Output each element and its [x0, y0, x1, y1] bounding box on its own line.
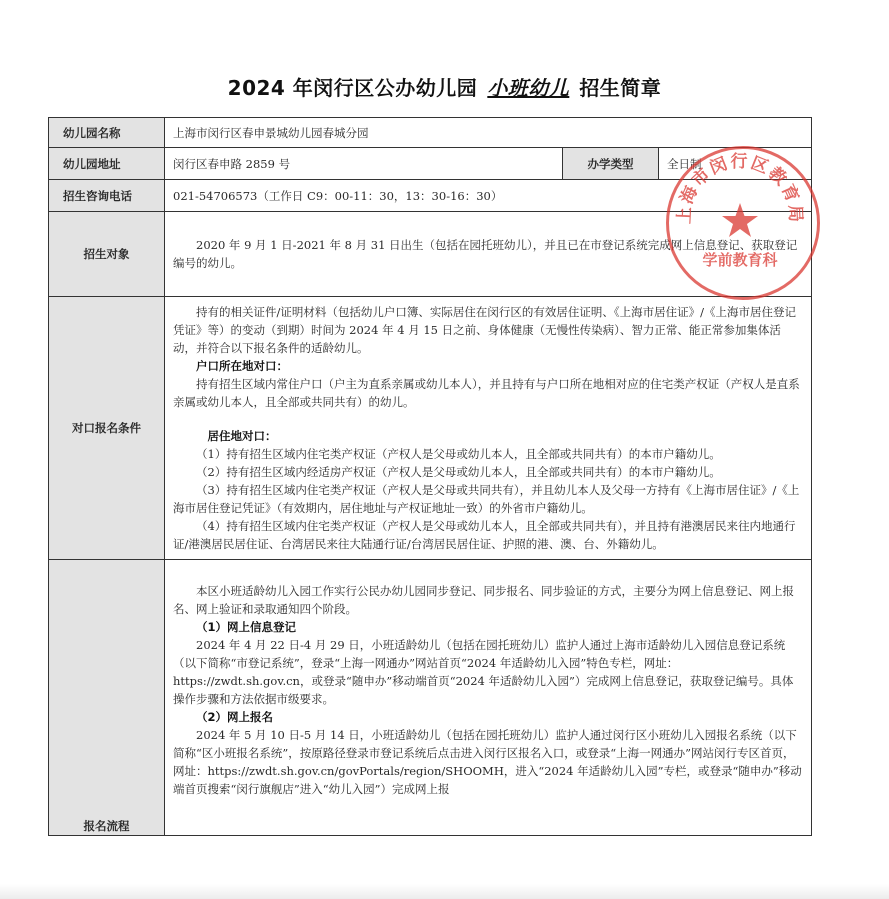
value-address: 闵行区春申路 2859 号 — [165, 148, 563, 180]
label-conditions: 对口报名条件 — [49, 297, 165, 560]
label-process: 报名流程 — [49, 560, 165, 836]
value-kindergarten-name: 上海市闵行区春申景城幼儿园春城分园 — [165, 118, 812, 148]
row-process — [49, 560, 812, 836]
label-target: 招生对象 — [49, 212, 165, 297]
condition-item-4: （4）持有招生区域内住宅类产权证（产权人是父母或幼儿本人，且全部或共同共有），并且持有港澳居民来往内地通行证/港澳居民居住证、台湾居民来往大陆通行证/台湾居民居住证、护照的港、澳、台、外籍幼儿。 — [173, 519, 796, 551]
value-process — [165, 560, 812, 836]
residence-title: 居住地对口： — [207, 429, 277, 443]
seal-inner-text: 学前教育科 — [702, 251, 778, 269]
enrollment-table — [48, 117, 812, 836]
target-text: 2020 年 9 月 1 日-2021 年 8 月 31 日出生（包括在园托班幼儿），并且已在市登记系统完成网上信息登记、获取登记编号的幼儿。 — [173, 238, 798, 270]
row-conditions — [49, 297, 812, 560]
condition-item-2: （2）持有招生区域内经适房产权证（产权人是父母或幼儿本人，且全部或共同共有）的本市户籍幼儿。 — [196, 465, 721, 479]
value-conditions — [165, 297, 812, 560]
condition-item-1: （1）持有招生区域内住宅类产权证（产权人是父母或幼儿本人，且全部或共同共有）的本市户籍幼儿。 — [196, 447, 721, 461]
label-address: 幼儿园地址 — [49, 148, 165, 180]
title-suffix: 招生简章 — [579, 76, 662, 100]
page-bottom-edge — [0, 884, 889, 899]
process-intro: 本区小班适龄幼儿入园工作实行公民办幼儿园同步登记、同步报名、同步验证的方式，主要分为网上信息登记、网上报名、网上验证和录取通知四个阶段。 — [173, 584, 794, 616]
row-phone — [49, 180, 812, 212]
label-phone: 招生咨询电话 — [49, 180, 165, 212]
title-prefix: 2024 年闵行区公办幼儿园 — [227, 76, 478, 100]
step2-text: 2024 年 5 月 10 日-5 月 14 日，小班适龄幼儿（包括在园托班幼儿）监护人通过闵行区小班幼儿入园报名系统（以下简称“区小班报名系统”，按原路径登录市登记系统后点击进入闵行区报名入口，或登录“上海一网通办”网站闵行专区首页，网址：https://zwdt.sh.gov.cn/govPortals/region/SHOOMH，进入“2024 年适龄幼儿入园”专栏，或登录“随申办”移动端首页搜索“闵行旗舰店”进入“幼儿入园”）完成网上报 — [173, 728, 802, 796]
row-target — [49, 212, 812, 297]
hukou-title: 户口所在地对口： — [196, 359, 288, 373]
row-address — [49, 148, 812, 180]
label-kindergarten-name: 幼儿园名称 — [49, 118, 165, 148]
row-kindergarten-name — [49, 118, 812, 148]
value-target — [165, 212, 812, 297]
step1-title: （1）网上信息登记 — [196, 620, 297, 634]
label-school-type: 办学类型 — [563, 148, 659, 180]
value-phone: 021-54706573（工作日 C9：00-11：30，13：30-16：30） — [165, 180, 812, 212]
page-title — [0, 72, 889, 101]
title-class-underlined: 小班幼儿 — [487, 76, 570, 100]
condition-item-3: （3）持有招生区域内住宅类产权证（产权人是父母或共同共有），并且幼儿本人及父母一方持有《上海市居住证》/《上海市居住登记凭证》（有效期内，居住地址与产权证地址一致）的外省市户籍幼儿。 — [173, 483, 800, 515]
hukou-text: 持有招生区域内常住户口（户主为直系亲属或幼儿本人），并且持有与户口所在地相对应的住宅类产权证（产权人是直系亲属或幼儿本人，且全部或共同共有）的幼儿。 — [173, 377, 800, 409]
step1-text: 2024 年 4 月 22 日-4 月 29 日，小班适龄幼儿（包括在园托班幼儿）监护人通过上海市适龄幼儿入园信息登记系统（以下简称“市登记系统”，登录“上海一网通办”网站首页“2024 年适龄幼儿入园”特色专栏，网址：https://zwdt.sh.gov.cn，或登录“随申办”移动端首页“2024 年适龄幼儿入园”）完成网上信息登记，获取登记编号。具体操作步骤和方法依据市级要求。 — [173, 638, 794, 706]
conditions-intro: 持有的相关证件/证明材料（包括幼儿户口簿、实际居住在闵行区的有效居住证明、《上海市居住证》/《上海市居住登记凭证》等）的变动（到期）时间为 2024 年 4 月 15 日之前、身体健康（无慢性传染病）、智力正常、能正常参加集体活动，并符合以下报名条件的适龄幼儿。 — [173, 305, 796, 355]
seal-outer-text: 上海市闵行区教育局 — [674, 152, 806, 225]
value-school-type: 全日制 — [659, 148, 812, 180]
step2-title: （2）网上报名 — [196, 710, 274, 724]
